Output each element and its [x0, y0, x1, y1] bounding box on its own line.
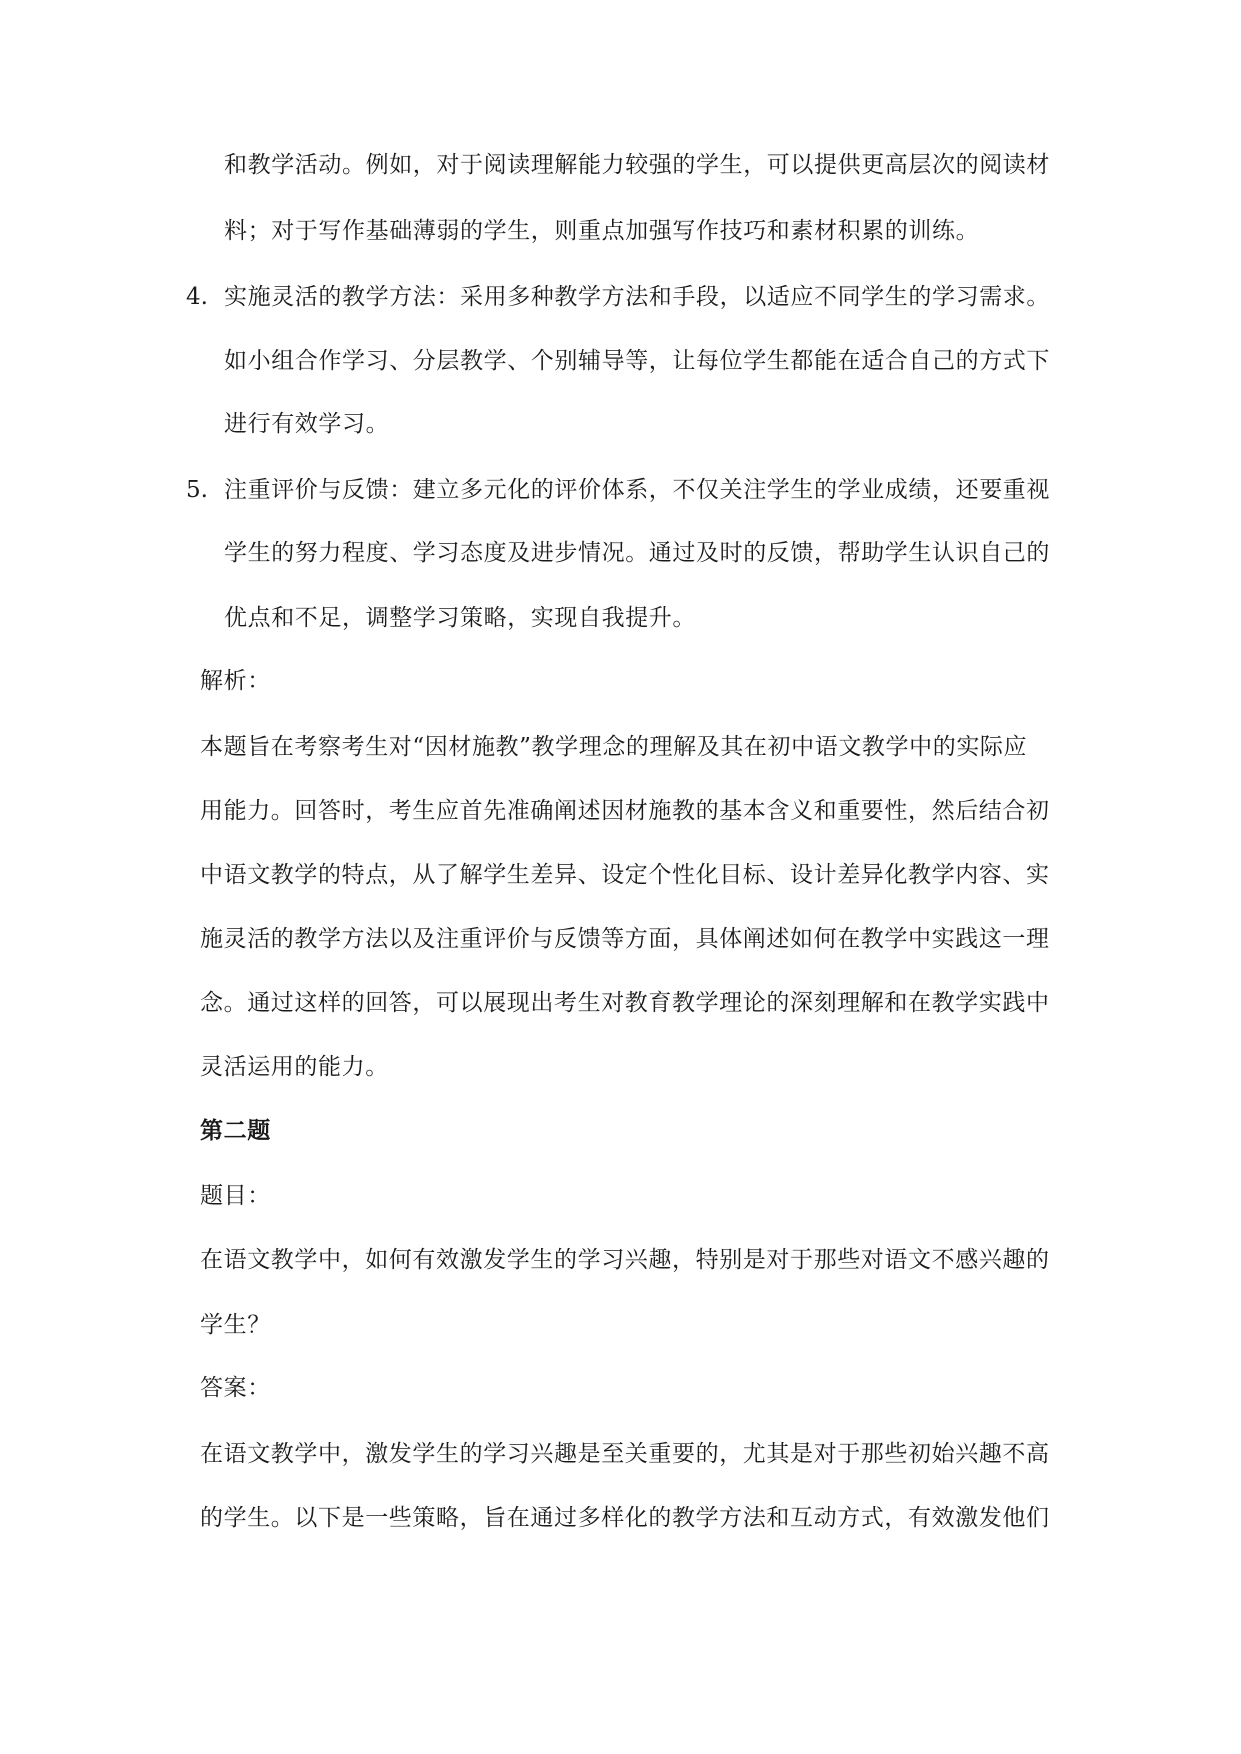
analysis-line-4: 施灵活的教学方法以及注重评价与反馈等方面，具体阐述如何在教学中实践这一理 [200, 926, 1050, 952]
section-heading: 第二题 [200, 1118, 271, 1144]
item-5-number: 5. [186, 477, 208, 503]
item-5-line-1: 注重评价与反馈：建立多元化的评价体系，不仅关注学生的学业成绩，还要重视 [224, 477, 1050, 503]
item-3-line-2: 料；对于写作基础薄弱的学生，则重点加强写作技巧和素材积累的训练。 [224, 218, 980, 244]
topic-line-2: 学生？ [200, 1312, 271, 1338]
analysis-line-2: 用能力。回答时，考生应首先准确阐述因材施教的基本含义和重要性，然后结合初 [200, 798, 1050, 824]
item-4-line-3: 进行有效学习。 [224, 411, 390, 437]
item-5-line-3: 优点和不足，调整学习策略，实现自我提升。 [224, 605, 696, 631]
answer-line-1: 在语文教学中，激发学生的学习兴趣是至关重要的，尤其是对于那些初始兴趣不高 [200, 1441, 1050, 1467]
item-4-number: 4. [186, 284, 208, 310]
answer-line-2: 的学生。以下是一些策略，旨在通过多样化的教学方法和互动方式，有效激发他们 [200, 1505, 1050, 1531]
item-5-line-2: 学生的努力程度、学习态度及进步情况。通过及时的反馈，帮助学生认识自己的 [224, 540, 1050, 566]
topic-label: 题目： [200, 1183, 271, 1209]
analysis-line-1: 本题旨在考察考生对“因材施教”教学理念的理解及其在初中语文教学中的实际应 [200, 734, 1028, 760]
analysis-line-6: 灵活运用的能力。 [200, 1054, 389, 1080]
topic-line-1: 在语文教学中，如何有效激发学生的学习兴趣，特别是对于那些对语文不感兴趣的 [200, 1247, 1050, 1273]
analysis-label: 解析： [200, 668, 271, 694]
analysis-line-3: 中语文教学的特点，从了解学生差异、设定个性化目标、设计差异化教学内容、实 [200, 862, 1050, 888]
item-4-line-2: 如小组合作学习、分层教学、个别辅导等，让每位学生都能在适合自己的方式下 [224, 348, 1050, 374]
answer-label: 答案： [200, 1375, 271, 1401]
item-3-line-1: 和教学活动。例如，对于阅读理解能力较强的学生，可以提供更高层次的阅读材 [224, 152, 1050, 178]
item-4-line-1: 实施灵活的教学方法：采用多种教学方法和手段，以适应不同学生的学习需求。 [224, 284, 1050, 310]
analysis-line-5: 念。通过这样的回答，可以展现出考生对教育教学理论的深刻理解和在教学实践中 [200, 990, 1050, 1016]
